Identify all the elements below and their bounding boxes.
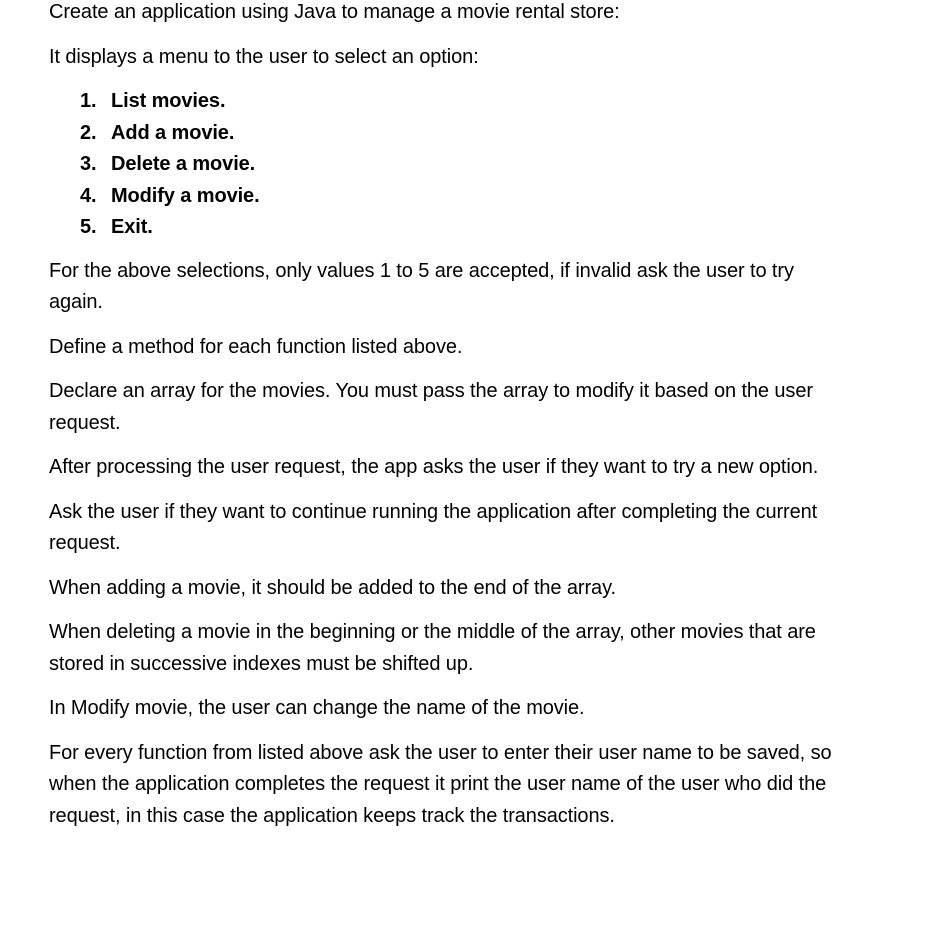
menu-options-list (49, 86, 849, 244)
modify-movie-paragraph: In Modify movie, the user can change the name of the movie. (49, 697, 585, 719)
username-paragraph: For every function from listed above ask the user to enter their user name to be saved, so when the application completes the request it print the user name of the user who did the request, in this case the application keeps track the transactions. (49, 741, 832, 827)
method-paragraph: Define a method for each function listed above. (49, 335, 463, 358)
list-item-label: Add a movie. (111, 121, 235, 144)
list-item-number: 4. (80, 184, 97, 207)
validation-paragraph: For the above selections, only values 1 to 5 are accepted, if invalid ask the user to try again. (49, 259, 794, 313)
list-item-label: Delete a movie. (111, 153, 256, 175)
add-movie-paragraph: When adding a movie, it should be added to the end of the array. (49, 576, 616, 599)
list-item-label: List movies. (111, 90, 226, 112)
list-item (80, 181, 849, 213)
list-item-number: 5. (80, 216, 97, 238)
list-item (80, 212, 849, 244)
list-item-number: 3. (80, 153, 97, 175)
intro-paragraph: Create an application using Java to manage a movie rental store: (49, 1, 620, 23)
list-item (80, 86, 849, 118)
list-item (80, 149, 849, 181)
array-paragraph: Declare an array for the movies. You must pass the array to modify it based on the user request. (49, 380, 813, 434)
menu-intro-paragraph: It displays a menu to the user to select an option: (49, 45, 479, 68)
list-item-number: 1. (80, 90, 97, 112)
list-item-label: Exit. (111, 216, 153, 238)
document-page (49, 0, 849, 845)
list-item-number: 2. (80, 121, 97, 144)
list-item-label: Modify a movie. (111, 184, 260, 207)
list-item (80, 118, 849, 150)
new-option-paragraph: After processing the user request, the app asks the user if they want to try a new option. (49, 456, 819, 478)
delete-movie-paragraph: When deleting a movie in the beginning or the middle of the array, other movies that are stored in successive indexes must be shifted up. (49, 621, 816, 675)
continue-paragraph: Ask the user if they want to continue running the application after completing the current request. (49, 500, 818, 554)
